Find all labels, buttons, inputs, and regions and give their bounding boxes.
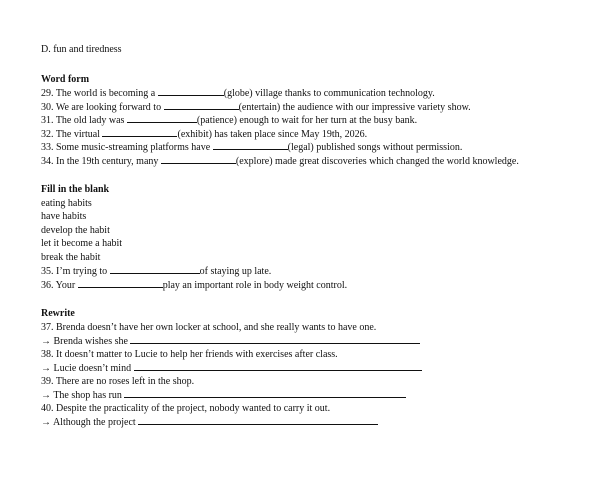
question-40: 40. Despite the practicality of the project, nobody wanted to carry it out. [41, 402, 331, 414]
option-item: eating habits [41, 197, 92, 209]
answer-blank[interactable] [102, 127, 177, 137]
answer-blank[interactable] [127, 113, 197, 123]
answer-blank[interactable] [78, 278, 163, 288]
option-item: let it become a habit [41, 238, 123, 249]
option-item: break the habit [41, 251, 101, 263]
question-31: 31. The old lady was (patience) enough to wait for her turn at the busy bank. [41, 115, 418, 126]
question-29: 29. The world is becoming a (globe) village thanks to communication technology. [41, 88, 435, 99]
rewrite-answer-37: → Brenda wishes she [41, 334, 571, 348]
question-32: 32. The virtual (exhibit) has taken place since May 19th, 2026. [41, 128, 368, 140]
question-36: 36. Your play an important role in body weight control. [41, 279, 348, 291]
answer-blank[interactable] [134, 361, 422, 371]
answer-blank[interactable] [130, 334, 420, 344]
option-item: have habits [41, 211, 87, 222]
answer-blank[interactable] [158, 86, 224, 96]
question-30: 30. We are looking forward to (entertain) the audience with our impressive variety show. [41, 101, 471, 113]
answer-blank[interactable] [161, 154, 236, 164]
question-35: 35. I’m trying to of staying up late. [41, 266, 272, 277]
question-38: 38. It doesn’t matter to Lucie to help her friends with exercises after class. [41, 348, 338, 360]
option-item: develop the habit [41, 224, 110, 236]
answer-blank[interactable] [110, 264, 200, 274]
worksheet [41, 43, 571, 429]
option-d: D. fun and tiredness [41, 44, 122, 55]
rewrite-answer-38: → Lucie doesn’t mind [41, 361, 571, 375]
rewrite-answer-40: → Although the project [41, 415, 571, 429]
answer-blank[interactable] [164, 100, 239, 110]
rewrite-answer-39: → The shop has run [41, 388, 571, 402]
question-37: 37. Brenda doesn’t have her own locker at school, and she really wants to have one. [41, 321, 377, 333]
question-39: 39. There are no roses left in the shop. [41, 375, 195, 387]
answer-blank[interactable] [124, 388, 406, 398]
question-33: 33. Some music-streaming platforms have (legal) published songs without permission. [41, 142, 463, 153]
rewrite-heading: Rewrite [41, 308, 75, 319]
answer-blank[interactable] [138, 415, 378, 425]
word-form-heading: Word form [41, 73, 90, 85]
fill-blank-heading: Fill in the blank [41, 184, 110, 195]
answer-blank[interactable] [213, 140, 288, 150]
question-34: 34. In the 19th century, many (explore) made great discoveries which changed the world knowledge. [41, 155, 519, 167]
